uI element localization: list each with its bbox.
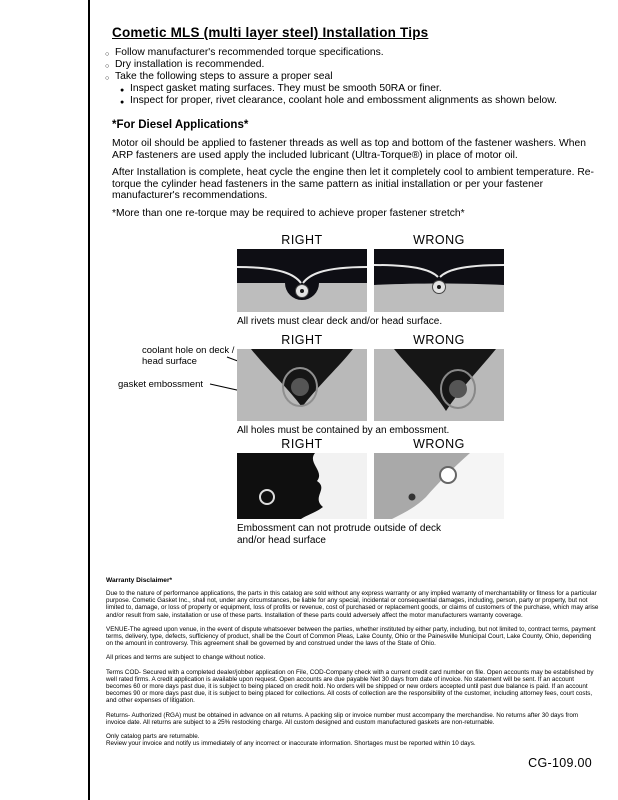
disclaimer-paragraph: VENUE-The agreed upon venue, in the event of dispute whatsoever between the parties, whether instituted by either party, including, but not limited to, contract terms, payment terms, delivery, type, defects, sufficiency of product, shall be the Court of Common Pleas, Lake County, Ohio or the Painesville Municipal Court, Lake County, Ohio, depending on the amount in controversy. This agreement shall be governed by and construed under the laws of the State of Ohio. bbox=[106, 625, 596, 648]
tip-item: ○ Follow manufacturer's recommended torque specifications. bbox=[106, 47, 602, 59]
page-number: CG-109.00 bbox=[528, 756, 592, 770]
diagram-rivet-wrong bbox=[374, 249, 504, 312]
disclaimer-paragraph: Only catalog parts are returnable. bbox=[106, 733, 200, 741]
caption-rivets: All rivets must clear deck and/or head surface. bbox=[237, 316, 443, 327]
warranty-disclaimer bbox=[106, 577, 599, 754]
rivet-right-image bbox=[237, 249, 367, 312]
warranty-disclaimer-heading: Warranty Disclaimer* bbox=[106, 577, 173, 584]
disclaimer-paragraph: All prices and terms are subject to change without notice. bbox=[106, 654, 266, 662]
page-title: Cometic MLS (multi layer steel) Installation Tips bbox=[112, 25, 429, 40]
tip-sub-item: ● Inspect for proper, rivet clearance, coolant hole and embossment alignments as shown below. bbox=[121, 95, 602, 107]
embossment-wrong-image bbox=[374, 349, 504, 421]
diagram-section bbox=[106, 231, 602, 551]
right-label-row1: RIGHT bbox=[281, 233, 323, 247]
disclaimer-paragraph: Terms COD- Secured with a completed dealer/jobber application on File, COD-Company check with a current credit card number on file. Open accounts may be established by well rated firms. A credit application is available upon request. Open accounts are due payable Net 30 days from date of invoice. No statement will be sent. If an account becomes 60 or more days past due, it is subject to being placed on credit hold. No orders will be shipped or new orders accepted until past due balance is paid. If an account becomes 90 or more days past due, it is subject to being placed for collections. All costs of collection are the responsibility of the customer, including attorney fees, court costs, and other expenses of litigation. bbox=[106, 668, 594, 705]
diagram-protrusion-wrong bbox=[374, 453, 504, 519]
paragraph-motor-oil: Motor oil should be applied to fastener threads as well as top and bottom of the fastener washers. When ARP fasteners are used apply the included lubricant (Ultra-Torque®) in place of motor oil. bbox=[112, 138, 586, 161]
label-coolant-hole: coolant hole on deck / head surface bbox=[142, 345, 235, 367]
right-label-row3: RIGHT bbox=[281, 437, 323, 451]
disclaimer-paragraph: Returns- Authorized (RGA) must be obtained in advance on all returns. A packing slip or invoice number must accompany the merchandise. No returns after 30 days from invoice date. All returns are subject to a 25% restocking charge. All custom designed and custom manufactured gaskets are non-returnable. bbox=[106, 711, 579, 726]
diagram-embossment-right bbox=[237, 349, 367, 421]
tip-item: ○ Dry installation is recommended. bbox=[106, 59, 602, 71]
left-border-rule bbox=[88, 0, 90, 800]
embossment-right-image bbox=[237, 349, 367, 421]
disclaimer-paragraph: Due to the nature of performance applications, the parts in this catalog are sold without any express warranty or any implied warranty of merchantability or fitness for a particular purpose. Cometic Gasket Inc., shall not, under any circumstances, be liable for any special, incidental or consequential damages, including, person, party or property, but not limited to, damage, or loss of property or equipment, loss of profits or revenue, cost of purchased or replacement goods, or claims of customers of the purchase, which may arise and/or result from sale, installation or use of these parts. Installation of these parts could adversely affect the motor manufacturers warranty coverage. bbox=[106, 590, 599, 619]
diagram-protrusion-right bbox=[237, 453, 367, 519]
tip-sub-item: ● Inspect gasket mating surfaces. They must be smooth 50RA or finer. bbox=[121, 83, 602, 95]
protrusion-right-image bbox=[237, 453, 367, 519]
tip-item: ○ Take the following steps to assure a proper seal bbox=[106, 71, 602, 83]
paragraph-heat-cycle: After Installation is complete, heat cycle the engine then let it completely cool to ambient temperature. Re-torque the cylinder head fasteners in the same pattern as initial installation or per your fastener manufacturer's recommendations. bbox=[112, 167, 594, 201]
wrong-label-row1: WRONG bbox=[413, 233, 465, 247]
wrong-label-row2: WRONG bbox=[413, 333, 465, 347]
diagram-embossment-wrong bbox=[374, 349, 504, 421]
diagram-rivet-right bbox=[237, 249, 367, 312]
paragraph-retorque-note: *More than one re-torque may be required to achieve proper fastener stretch* bbox=[112, 207, 465, 219]
content-area bbox=[106, 25, 602, 748]
disclaimer-paragraph: Review your invoice and notify us immediately of any incorrect or inaccurate information. Shortages must be reported within 10 days. bbox=[106, 740, 476, 748]
right-label-row2: RIGHT bbox=[281, 333, 323, 347]
rivet-wrong-image bbox=[374, 249, 504, 312]
label-gasket-embossment: gasket embossment bbox=[118, 379, 204, 390]
wrong-label-row3: WRONG bbox=[413, 437, 465, 451]
tips-list bbox=[106, 47, 602, 107]
caption-holes: All holes must be contained by an embossment. bbox=[237, 425, 450, 436]
caption-protrusion: Embossment can not protrude outside of deck and/or head surface bbox=[237, 523, 442, 546]
protrusion-wrong-image bbox=[374, 453, 504, 519]
diesel-applications-heading: *For Diesel Applications* bbox=[112, 119, 249, 131]
